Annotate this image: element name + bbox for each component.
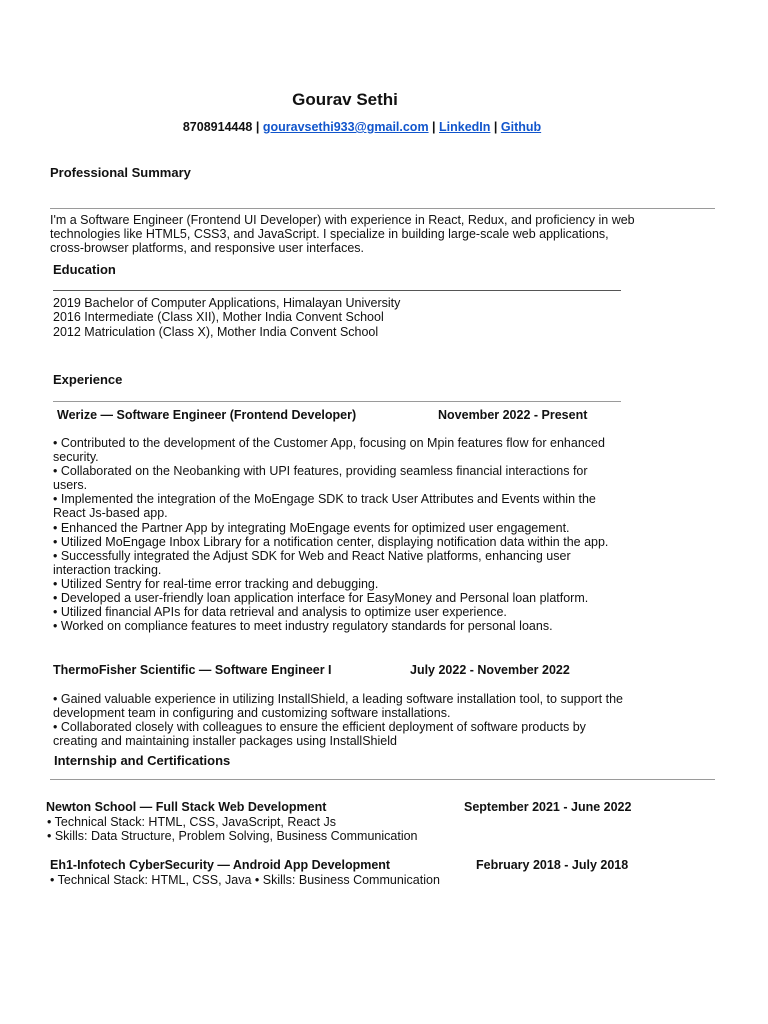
list-item: • Utilized Sentry for real-time error tracking and debugging.: [53, 576, 379, 591]
list-item: • Technical Stack: HTML, CSS, Java • Skills: Business Communication: [50, 873, 440, 887]
internship-dates-eh1: February 2018 - July 2018: [476, 858, 629, 872]
newton-details: [47, 815, 418, 844]
list-item: • Contributed to the development of the Customer App, focusing on Mpin features flow for enhanced security.: [53, 436, 605, 465]
summary-divider: [50, 208, 715, 209]
internship-title-eh1: Eh1-Infotech CyberSecurity — Android App Development: [50, 858, 391, 872]
list-item: • Skills: Data Structure, Problem Solving, Business Communication: [47, 829, 418, 844]
education-divider: [53, 290, 621, 291]
list-item: • Implemented the integration of the MoEngage SDK to track User Attributes and Events within the React Js-based app.: [53, 492, 596, 521]
list-item: • Collaborated on the Neobanking with UPI features, providing seamless financial interactions for users.: [53, 464, 588, 493]
experience-divider: [53, 401, 621, 402]
linkedin-link[interactable]: LinkedIn: [439, 120, 491, 134]
list-item: • Utilized MoEngage Inbox Library for a notification center, displaying notification data within the app.: [53, 534, 609, 549]
job-title-werize: Werize — Software Engineer (Frontend Developer): [57, 408, 357, 422]
list-item: • Gained valuable experience in utilizing InstallShield, a leading software installation tool, to support the development team in configuring and customizing software installations.: [53, 692, 624, 721]
internships-divider: [50, 779, 715, 780]
list-item: • Worked on compliance features to meet industry regulatory standards for personal loans.: [53, 619, 553, 634]
summary-text: I'm a Software Engineer (Frontend UI Developer) with experience in React, Redux, and proficiency in web technologies like HTML5, CSS3, and JavaScript. I specialize in building large-scale web applications, cross-browser platforms, and responsive user interfaces.: [50, 213, 635, 256]
contact-line: [0, 120, 724, 134]
internship-title-newton: Newton School — Full Stack Web Development: [46, 800, 327, 814]
job-dates-thermofisher: July 2022 - November 2022: [410, 663, 570, 677]
list-item: • Developed a user-friendly loan application interface for EasyMoney and Personal loan platform.: [53, 591, 589, 606]
list-item: • Enhanced the Partner App by integrating MoEngage events for optimized user engagement.: [53, 520, 570, 535]
thermofisher-bullets: [53, 692, 628, 748]
education-list: [53, 296, 400, 339]
phone-number: 8708914448: [182, 120, 253, 134]
github-link[interactable]: Github: [500, 120, 542, 134]
education-item: 2016 Intermediate (Class XII), Mother India Convent School: [53, 310, 384, 325]
werize-bullets: [53, 436, 625, 633]
list-item: • Collaborated closely with colleagues to ensure the efficient deployment of software products by creating and maintaining installer packages using InstallShield: [53, 720, 586, 749]
list-item: • Utilized financial APIs for data retrieval and analysis to optimize user experience.: [53, 605, 507, 620]
separator: |: [252, 120, 263, 134]
education-heading: Education: [53, 262, 116, 277]
education-item: 2012 Matriculation (Class X), Mother India Convent School: [53, 324, 379, 339]
email-link[interactable]: gouravsethi933@gmail.com: [262, 120, 429, 134]
internships-heading: Internship and Certifications: [54, 753, 231, 768]
experience-heading: Experience: [53, 372, 123, 387]
job-title-thermofisher: ThermoFisher Scientific — Software Engineer I: [53, 663, 332, 677]
separator: |: [490, 120, 501, 134]
eh1-details: [50, 873, 440, 887]
education-item: 2019 Bachelor of Computer Applications, Himalayan University: [53, 296, 401, 310]
job-dates-werize: November 2022 - Present: [438, 408, 588, 422]
candidate-name: Gourav Sethi: [292, 90, 398, 109]
list-item: • Technical Stack: HTML, CSS, JavaScript, React Js: [47, 815, 336, 829]
summary-heading: Professional Summary: [50, 165, 191, 180]
separator: |: [428, 120, 440, 134]
list-item: • Successfully integrated the Adjust SDK for Web and React Native platforms, enhancing user interaction tracking.: [53, 548, 571, 577]
internship-dates-newton: September 2021 - June 2022: [464, 800, 632, 814]
